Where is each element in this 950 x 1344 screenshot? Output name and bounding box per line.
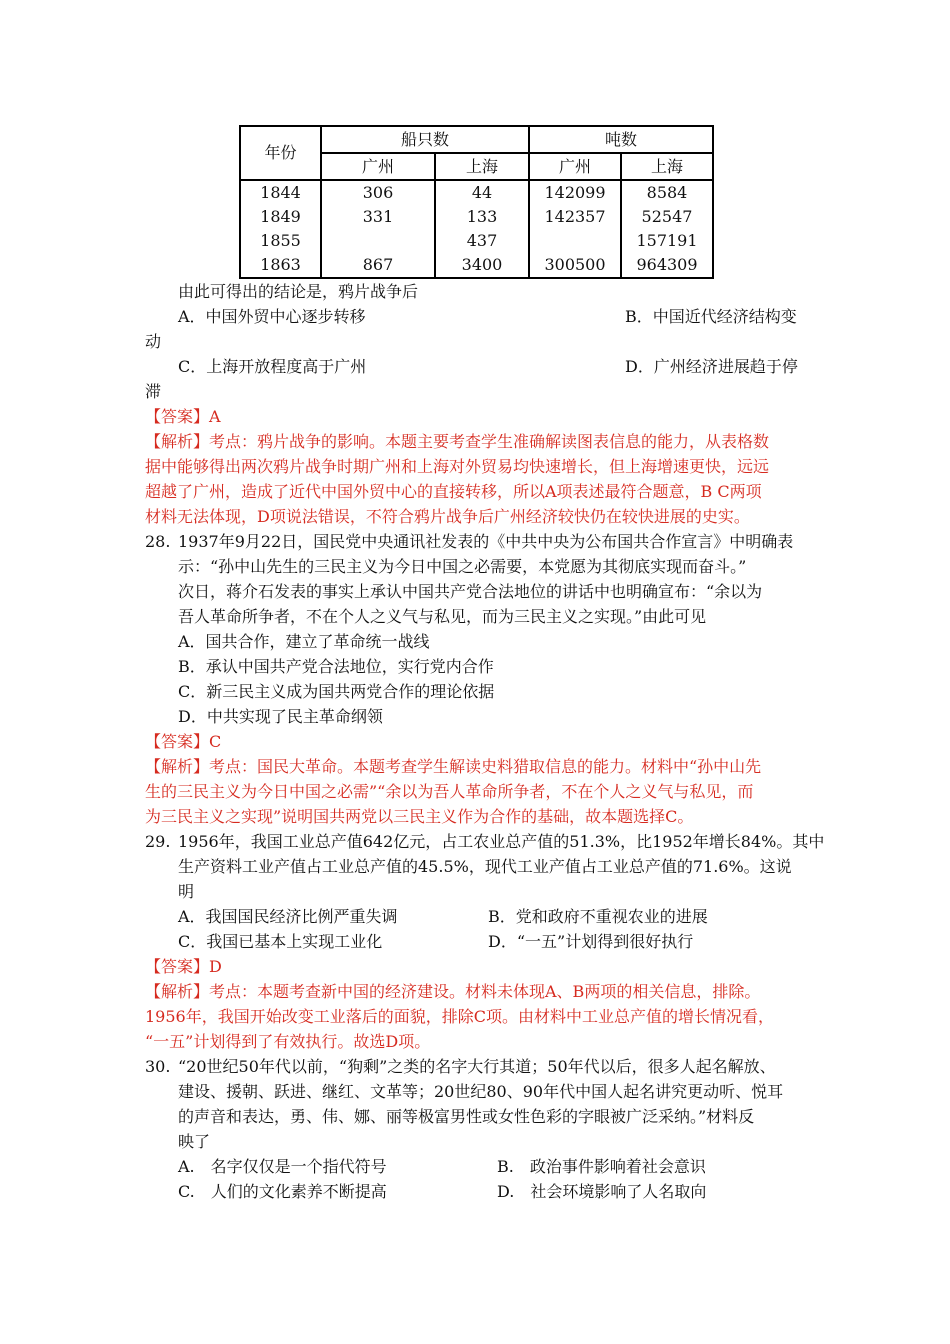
q27-explanation-line: 超越了广州，造成了近代中国外贸中心的直接转移，所以A项表述最符合题意，B C两项 xyxy=(145,482,762,501)
row-year: 1863 xyxy=(240,253,321,278)
q30-option-a: A. 名字仅仅是一个指代符号 xyxy=(178,1157,387,1176)
q28-option-a: A．国共合作，建立了革命统一战线 xyxy=(178,632,430,651)
q27-stem: 由此可得出的结论是，鸦片战争后 xyxy=(178,282,419,301)
q28-explanation-line: 生的三民主义为今日中国之必需”“余以为吾人革命所争者，不在个人之义气与私见，而 xyxy=(145,782,754,801)
q27-option-b-wrap: 动 xyxy=(145,332,162,351)
q29-stem-line: 明 xyxy=(178,882,195,901)
q27-explanation-line: 材料无法体现，D项说法错误，不符合鸦片战争后广州经济较快仍在较快进展的史实。 xyxy=(145,507,750,526)
q29-stem-line: 1956年，我国工业总产值642亿元，占工农业总产值的51.3%，比1952年增长84%。其中 xyxy=(178,832,825,851)
row-year: 1844 xyxy=(240,180,321,205)
q30-stem-line: 映了 xyxy=(178,1132,211,1151)
q27-option-b: B．中国近代经济结构变 xyxy=(625,307,797,326)
sub-header-gz-tons: 广州 xyxy=(529,153,621,180)
row-gz-tons xyxy=(529,229,621,253)
row-gz-ships: 306 xyxy=(321,180,435,205)
q28-explanation-line: 为三民主义之实现”说明国共两党以三民主义作为合作的基础，故本题选择C。 xyxy=(145,807,694,826)
row-sh-ships: 44 xyxy=(435,180,529,205)
q29-option-c: C．我国已基本上实现工业化 xyxy=(178,932,383,951)
q28-stem-line: 1937年9月22日，国民党中央通讯社发表的《中共中央为公布国共合作宣言》中明确表 xyxy=(178,532,794,551)
q28-option-c: C．新三民主义成为国共两党合作的理论依据 xyxy=(178,682,495,701)
q30-number: 30. xyxy=(145,1057,171,1076)
q28-stem-line: 示：“孙中山先生的三民主义为今日中国之必需要，本党愿为其彻底实现而奋斗。” xyxy=(178,557,747,576)
q29-option-a: A．我国国民经济比例严重失调 xyxy=(178,907,398,926)
q29-option-b: B．党和政府不重视农业的进展 xyxy=(488,907,708,926)
q30-stem-line: “20世纪50年代以前，“狗剩”之类的名字大行其道；50年代以后，很多人起名解放、 xyxy=(178,1057,776,1076)
q28-stem-line: 次日，蒋介石发表的事实上承认中国共产党合法地位的讲话中也明确宣布：“余以为 xyxy=(178,582,763,601)
row-gz-ships xyxy=(321,229,435,253)
table-row xyxy=(240,205,713,229)
q28-stem-line: 吾人革命所争者，不在个人之义气与私见，而为三民主义之实现。”由此可见 xyxy=(178,607,707,626)
row-gz-ships: 867 xyxy=(321,253,435,278)
sub-header-sh-ships: 上海 xyxy=(435,153,529,180)
q29-explanation-line: 1956年，我国开始改变工业落后的面貌，排除C项。由材料中工业总产值的增长情况看， xyxy=(145,1007,774,1026)
q27-answer: 【答案】A xyxy=(145,407,221,426)
q28-option-b: B．承认中国共产党合法地位，实行党内合作 xyxy=(178,657,494,676)
q30-option-d: D. 社会环境影响了人名取向 xyxy=(497,1182,707,1201)
q27-option-d: D．广州经济进展趋于停 xyxy=(625,357,798,376)
row-year: 1855 xyxy=(240,229,321,253)
row-sh-ships: 3400 xyxy=(435,253,529,278)
q29-number: 29. xyxy=(145,832,171,851)
table-row xyxy=(240,229,713,253)
tons-header: 吨数 xyxy=(529,126,713,153)
row-sh-tons: 157191 xyxy=(621,229,713,253)
row-sh-tons: 964309 xyxy=(621,253,713,278)
q27-option-c: C．上海开放程度高于广州 xyxy=(178,357,367,376)
q30-option-c: C. 人们的文化素养不断提高 xyxy=(178,1182,387,1201)
q29-explanation-line: “一五”计划得到了有效执行。故选D项。 xyxy=(145,1032,431,1051)
row-sh-ships: 437 xyxy=(435,229,529,253)
q28-option-d: D．中共实现了民主革命纲领 xyxy=(178,707,383,726)
trade-table xyxy=(239,125,714,279)
row-sh-tons: 8584 xyxy=(621,180,713,205)
row-gz-ships: 331 xyxy=(321,205,435,229)
q27-option-a: A．中国外贸中心逐步转移 xyxy=(178,307,366,326)
row-sh-tons: 52547 xyxy=(621,205,713,229)
row-gz-tons: 142357 xyxy=(529,205,621,229)
sub-header-gz-ships: 广州 xyxy=(321,153,435,180)
q29-answer: 【答案】D xyxy=(145,957,222,976)
row-year: 1849 xyxy=(240,205,321,229)
q28-answer: 【答案】C xyxy=(145,732,222,751)
q30-option-b: B. 政治事件影响着社会意识 xyxy=(497,1157,706,1176)
year-header: 年份 xyxy=(240,126,321,180)
q28-explanation-line: 【解析】考点：国民大革命。本题考查学生解读史料猎取信息的能力。材料中“孙中山先 xyxy=(145,757,762,776)
q28-number: 28. xyxy=(145,532,171,551)
table-row xyxy=(240,253,713,278)
table-row xyxy=(240,180,713,205)
q27-explanation-line: 【解析】考点：鸦片战争的影响。本题主要考查学生准确解读图表信息的能力，从表格数 xyxy=(145,432,770,451)
row-gz-tons: 300500 xyxy=(529,253,621,278)
q27-option-d-wrap: 滞 xyxy=(145,382,162,401)
row-gz-tons: 142099 xyxy=(529,180,621,205)
q30-stem-line: 的声音和表达，勇、伟、娜、丽等极富男性或女性色彩的字眼被广泛采纳。”材料反 xyxy=(178,1107,755,1126)
ships-header: 船只数 xyxy=(321,126,529,153)
q27-explanation-line: 据中能够得出两次鸦片战争时期广州和上海对外贸易均快速增长，但上海增速更快，远远 xyxy=(145,457,770,476)
q29-option-d: D．“一五”计划得到很好执行 xyxy=(488,932,694,951)
q30-stem-line: 建设、援朝、跃进、继红、文革等；20世纪80、90年代中国人起名讲究更动听、悦耳 xyxy=(178,1082,784,1101)
row-sh-ships: 133 xyxy=(435,205,529,229)
q29-explanation-line: 【解析】考点：本题考查新中国的经济建设。材料未体现A、B两项的相关信息，排除。 xyxy=(145,982,761,1001)
sub-header-sh-tons: 上海 xyxy=(621,153,713,180)
q29-stem-line: 生产资料工业产值占工业总产值的45.5%，现代工业产值占工业总产值的71.6%。这说 xyxy=(178,857,792,876)
